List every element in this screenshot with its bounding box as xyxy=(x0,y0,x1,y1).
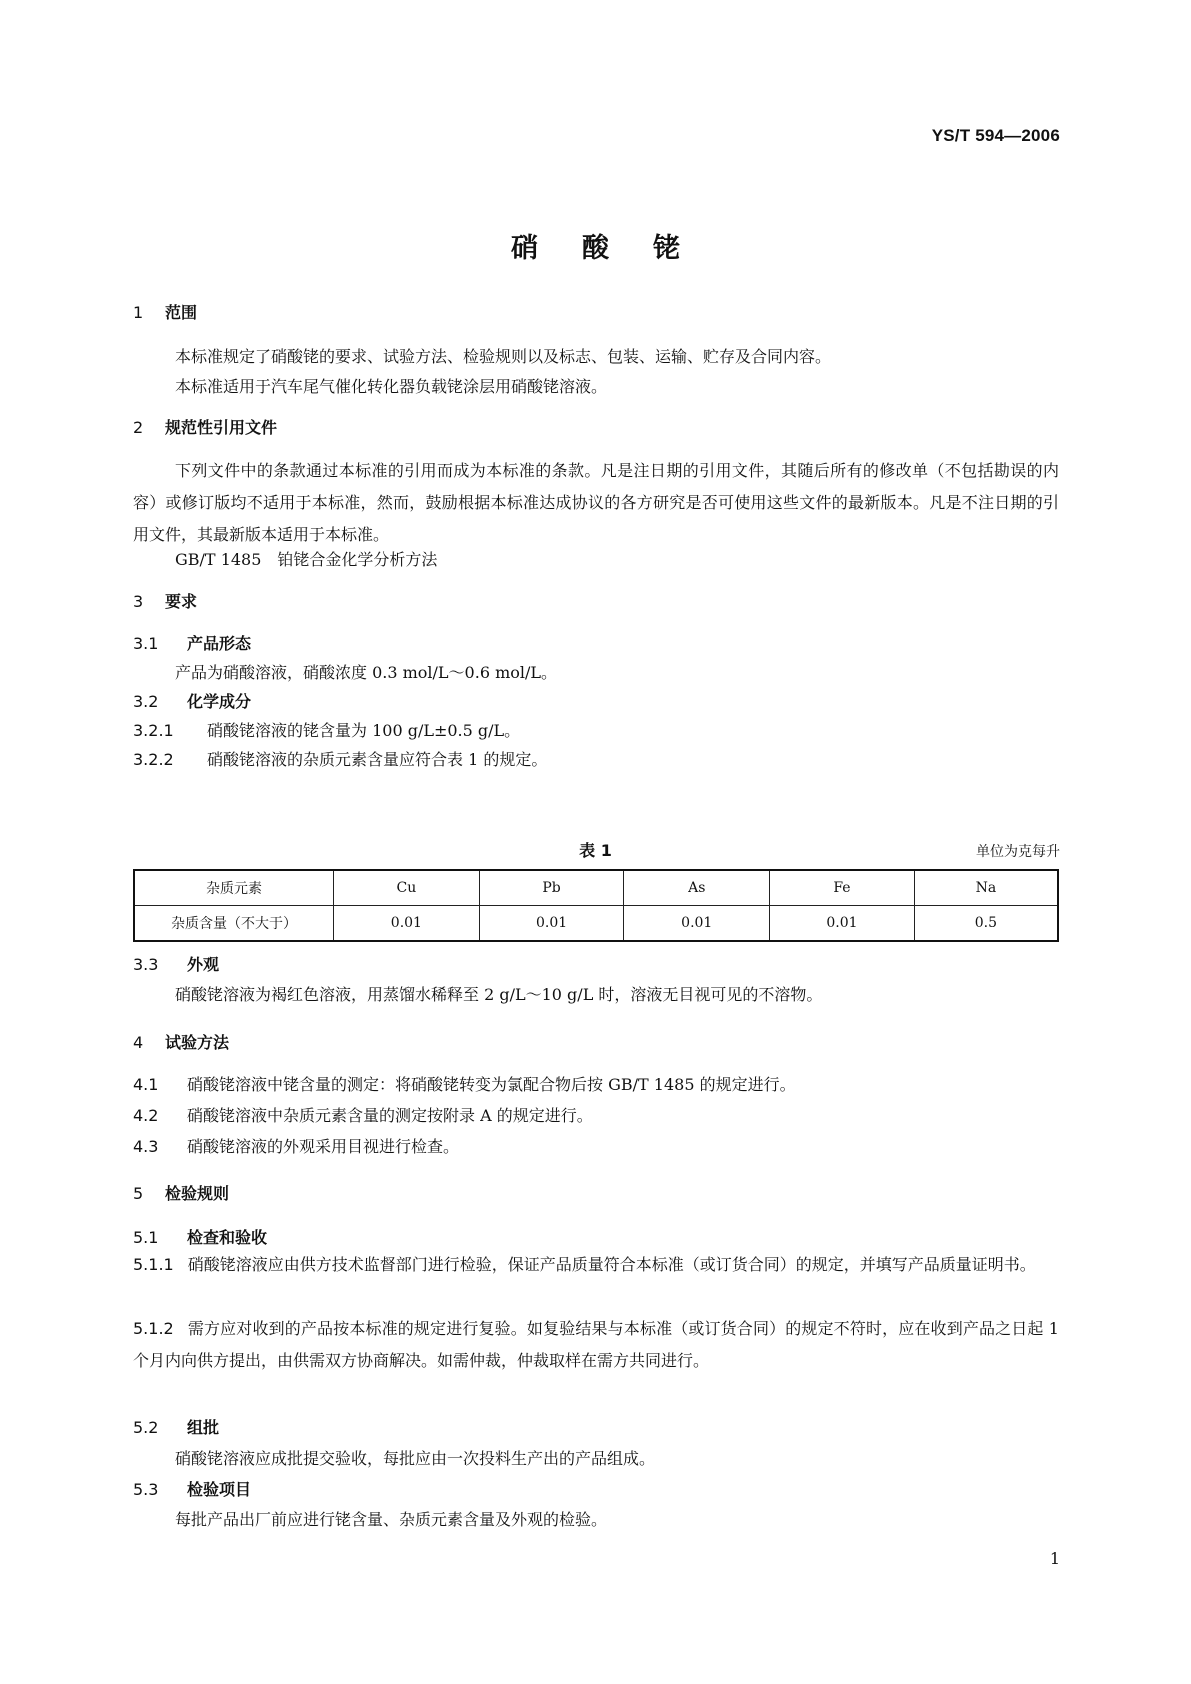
section-title: 范围 xyxy=(165,303,198,322)
clause-4-2 xyxy=(133,1103,593,1126)
clause-text: 硝酸铑溶液应由供方技术监督部门进行检验，保证产品质量符合本标准（或订货合同）的规定，并填写产品质量证明书。 xyxy=(187,1255,1036,1274)
clause-3-2-2 xyxy=(133,747,547,770)
subsection-5-1-heading xyxy=(133,1225,267,1248)
table-cell: 杂质含量（不大于） xyxy=(134,906,334,942)
clause-3-2-1 xyxy=(133,718,520,741)
table-cell: 杂质元素 xyxy=(134,870,334,906)
normative-reference: GB/T 1485 铂铑合金化学分析方法 xyxy=(175,550,438,569)
table-caption: 表 1 xyxy=(579,841,612,860)
page-number: 1 xyxy=(1049,1549,1060,1568)
subsection-5-2-heading xyxy=(133,1415,219,1438)
impurity-table xyxy=(133,869,1059,942)
table-cell: Fe xyxy=(770,870,915,906)
clause-5-1-2 xyxy=(133,1313,1059,1377)
table-unit: 单位为克每升 xyxy=(976,844,1060,860)
section-number: 5 xyxy=(133,1184,144,1203)
section-number: 4 xyxy=(133,1033,144,1052)
clause-text: 硝酸铑溶液的外观采用目视进行检查。 xyxy=(187,1137,460,1156)
section-4-heading xyxy=(133,1030,229,1053)
clause-number: 5.1.1 xyxy=(133,1255,174,1274)
clause-text: 硝酸铑溶液的铑含量为 100 g/L±0.5 g/L。 xyxy=(207,721,521,740)
section-1-heading xyxy=(133,300,197,323)
clause-text: 硝酸铑溶液中杂质元素含量的测定按附录 A 的规定进行。 xyxy=(187,1106,593,1125)
section-2-heading xyxy=(133,415,277,438)
standard-number: YS/T 594—2006 xyxy=(931,126,1060,145)
clause-number: 4.2 xyxy=(133,1106,159,1125)
section-number: 5.2 xyxy=(133,1418,159,1437)
table-header-row xyxy=(134,870,1058,906)
section-number: 3.2 xyxy=(133,692,159,711)
table-row xyxy=(134,906,1058,942)
table-cell: 0.01 xyxy=(624,906,770,942)
clause-text: 硝酸铑溶液中铑含量的测定：将硝酸铑转变为氯配合物后按 GB/T 1485 的规定进行。 xyxy=(187,1075,796,1094)
clause-number: 4.1 xyxy=(133,1075,159,1094)
table-cell: Na xyxy=(914,870,1058,906)
section-title: 规范性引用文件 xyxy=(165,418,278,437)
table-cell: 0.5 xyxy=(914,906,1058,942)
section-number: 5.1 xyxy=(133,1228,159,1247)
clause-number: 3.2.2 xyxy=(133,750,174,769)
document-title: 硝酸铑 xyxy=(511,233,724,264)
section-number: 3.1 xyxy=(133,634,159,653)
clause-number: 3.2.1 xyxy=(133,721,174,740)
paragraph: 本标准规定了硝酸铑的要求、试验方法、检验规则以及标志、包装、运输、贮存及合同内容。 xyxy=(175,347,832,366)
section-title: 检验规则 xyxy=(165,1184,230,1203)
section-5-heading xyxy=(133,1181,229,1204)
section-number: 2 xyxy=(133,418,144,437)
section-number: 3 xyxy=(133,592,144,611)
clause-number: 5.1.2 xyxy=(133,1319,174,1338)
clause-4-3 xyxy=(133,1134,459,1157)
paragraph: 硝酸铑溶液为褐红色溶液，用蒸馏水稀释至 2 g/L～10 g/L 时，溶液无目视可见的不溶物。 xyxy=(175,985,823,1004)
clause-text: 需方应对收到的产品按本标准的规定进行复验。如复验结果与本标准（或订货合同）的规定不符时，应在收到产品之日起 1 个月内向供方提出，由供需双方协商解决。如需仲裁，仲裁取样在需方共同进行。 xyxy=(133,1319,1059,1370)
clause-text: 硝酸铑溶液的杂质元素含量应符合表 1 的规定。 xyxy=(207,750,548,769)
table-cell: 0.01 xyxy=(770,906,915,942)
section-number: 3.3 xyxy=(133,955,159,974)
section-title: 试验方法 xyxy=(165,1033,230,1052)
table-cell: As xyxy=(624,870,770,906)
section-title: 检查和验收 xyxy=(187,1228,268,1247)
section-title: 检验项目 xyxy=(187,1480,252,1499)
subsection-3-1-heading xyxy=(133,631,251,654)
section-title: 产品形态 xyxy=(187,634,252,653)
clause-number: 4.3 xyxy=(133,1137,159,1156)
subsection-3-3-heading xyxy=(133,952,219,975)
clause-4-1 xyxy=(133,1072,796,1095)
table-cell: 0.01 xyxy=(334,906,480,942)
paragraph: 本标准适用于汽车尾气催化转化器负载铑涂层用硝酸铑溶液。 xyxy=(175,377,608,396)
section-title: 化学成分 xyxy=(187,692,252,711)
section-title: 外观 xyxy=(187,955,220,974)
clause-5-1-1 xyxy=(133,1249,1059,1281)
paragraph: 下列文件中的条款通过本标准的引用而成为本标准的条款。凡是注日期的引用文件，其随后所有的修改单（不包括勘误的内容）或修订版均不适用于本标准，然而，鼓励根据本标准达成协议的各方研究是否可使用这些文件的最新版本。凡是不注日期的引用文件，其最新版本适用于本标准。 xyxy=(133,461,1059,544)
table-cell: 0.01 xyxy=(479,906,624,942)
section-3-heading xyxy=(133,589,197,612)
section-title: 要求 xyxy=(165,592,198,611)
subsection-3-2-heading xyxy=(133,689,251,712)
paragraph: 产品为硝酸溶液，硝酸浓度 0.3 mol/L～0.6 mol/L。 xyxy=(175,663,558,682)
table-cell: Pb xyxy=(479,870,624,906)
subsection-5-3-heading xyxy=(133,1477,251,1500)
table-cell: Cu xyxy=(334,870,480,906)
paragraph: 硝酸铑溶液应成批提交验收，每批应由一次投料生产出的产品组成。 xyxy=(175,1449,656,1468)
paragraph: 每批产品出厂前应进行铑含量、杂质元素含量及外观的检验。 xyxy=(175,1510,608,1529)
section-number: 5.3 xyxy=(133,1480,159,1499)
section-number: 1 xyxy=(133,303,144,322)
section-title: 组批 xyxy=(187,1418,220,1437)
